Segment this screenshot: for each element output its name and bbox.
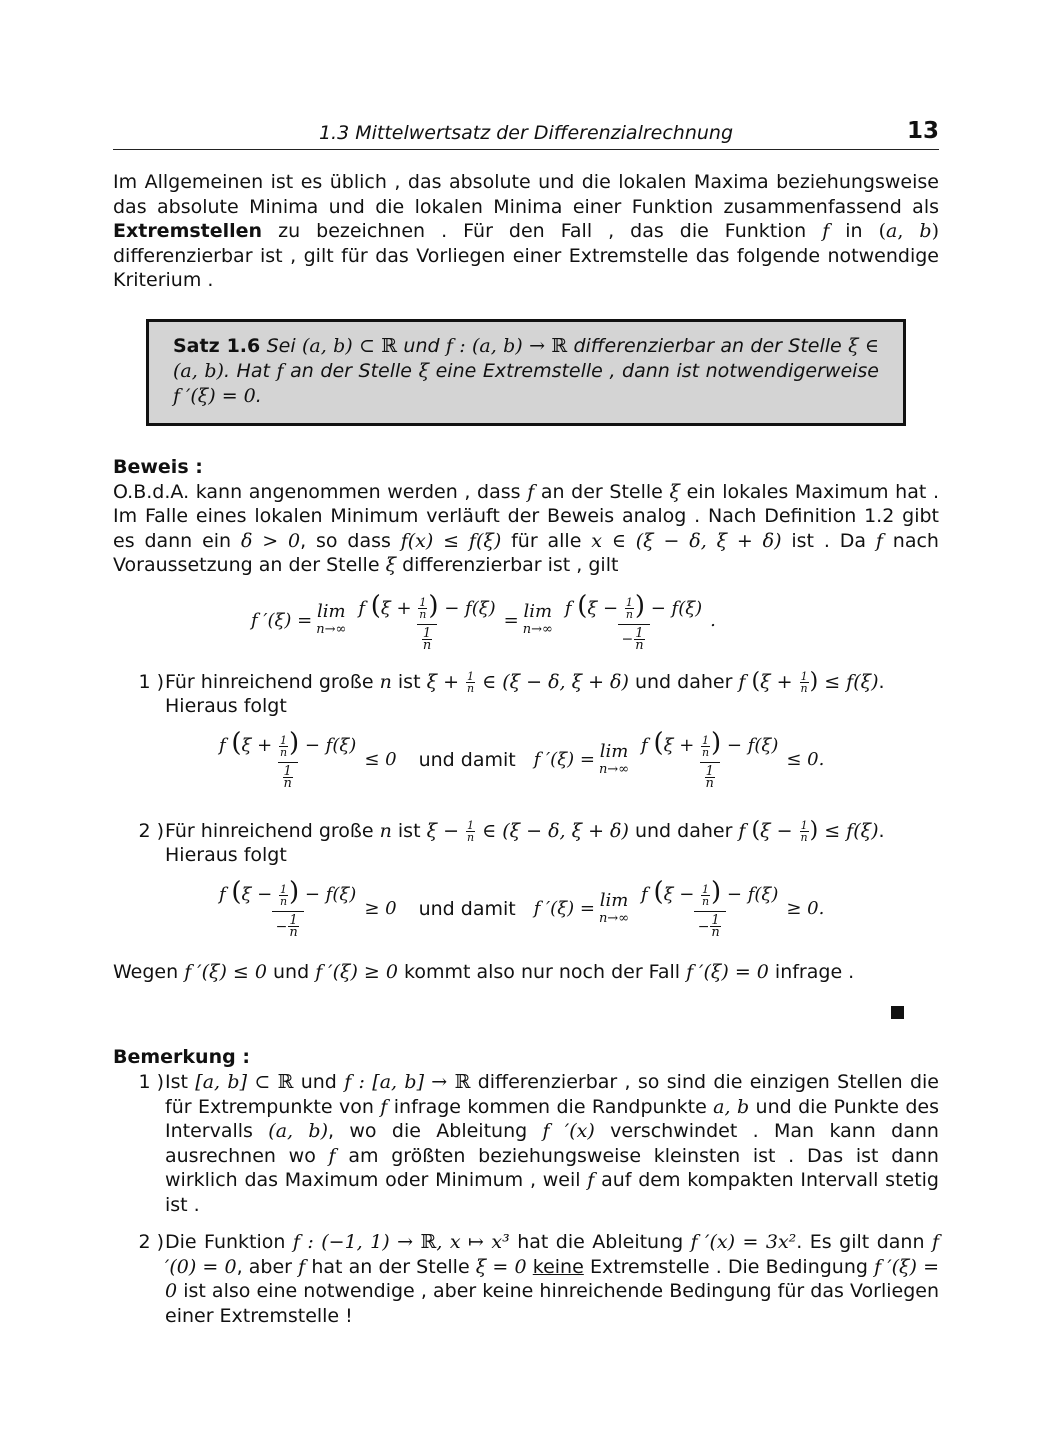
case-text: ist [391,819,427,842]
remark-text: und [293,1071,345,1093]
proof-text: O.B.d.A. kann angenommen werden , dass [113,480,528,503]
remark-text: und die Punkte des Intervalls [165,1095,939,1142]
remark-text: verschwindet . Man kann dann ausrechnen wo [165,1120,939,1167]
conclusion-text: und [266,960,316,983]
remark-label: 2 ) [138,1231,164,1253]
intro-text: Im Allgemeinen ist es üblich , das absolute und die lokalen Maxima beziehungsweise das absolute Minima und die lokalen Minima einer Funktion zusammenfassend als [113,171,939,218]
qed-square-icon [891,1006,904,1019]
case-text: Für hinreichend große [165,670,380,693]
case-follows: Hieraus folgt [165,844,287,866]
remark-text: hat die Ableitung [509,1231,691,1253]
page [113,118,939,1328]
remark-text: hat an der Stelle [305,1255,476,1278]
theorem-label: Satz 1.6 [173,334,261,357]
case-text: und daher [628,819,739,842]
remark-text: Ist [165,1071,196,1093]
case-label: 2 ) [138,819,164,842]
theorem-box: Satz 1.6 Sei (a, b) ⊂ ℝ und f : (a, b) → ℝ differenzierbar an der Stelle ξ ∈ (a, b). Hat f an der Stelle ξ eine Extremstelle , dann ist notwendigerweise f ′(ξ) = 0. [146,319,906,426]
theorem-text: an der Stelle [290,359,412,382]
theorem-text: und [403,334,440,357]
proof-case-1: 1 ) Für hinreichend große n ist ξ + $\frac{1}{n}$ ∈ (ξ − δ, ξ + δ) und daher f (ξ + $\frac{1}{n}$ ) ≤ f(ξ). Hieraus folgt f (ξ + $\frac{1}{n}$ ) − f(ξ) $\frac{1}{n}$ ≤ 0 und damit f ′(ξ) = lim n→∞ f (ξ + $\frac{1}{n}$ ) − f(ξ) $\frac{1}{n}$ ≤ 0. [113,670,939,797]
proof-cases [113,670,939,946]
derivative-limit-formula: f ′(ξ) = lim n→∞ f (ξ + $\frac{1}{n}$ ) − f(ξ) $\frac{1}{n}$ = lim n→∞ f (ξ − $\frac{1}{n}$ ) − f(ξ) − $\frac{1}{n}$ . [251,590,716,653]
case-1-formula: f (ξ + $\frac{1}{n}$ ) − f(ξ) $\frac{1}{n}$ ≤ 0 und damit f ′(ξ) = lim n→∞ f (ξ + $\frac{1}{n}$ ) − f(ξ) $\frac{1}{n}$ ≤ 0. [219,728,825,791]
remark-label: 1 ) [138,1071,164,1093]
remark-text: infrage kommen die Randpunkte [387,1095,714,1118]
und-damit: und damit [418,749,516,772]
remark-text: am größten beziehungsweise kleinsten ist . Das ist dann wirklich das Maximum oder Minimum , weil [165,1144,939,1191]
intro-text: zu bezeichnen . Für den Fall , das die Funktion [262,220,823,242]
proof-text: , so dass [300,529,401,552]
conclusion-text: Wegen [113,960,185,983]
und-damit: und damit [418,898,516,921]
remark-2: 2 ) Die Funktion f : (−1, 1) → ℝ, x ↦ x³ hat die Ableitung f ′(x) = 3x². Es gilt dann f ′(0) = 0, aber f hat an der Stelle ξ = 0 keine Extremstelle . Die Bedingung f ′(ξ) = 0 ist also eine notwendige , aber keine hinreichende Bedingung für das Vorliegen einer Extremstelle ! [113,1230,939,1328]
theorem-text: eine Extremstelle , dann ist notwendigerweise [435,359,879,382]
remark-text: differenzierbar , so sind die einzigen Stellen die für Extrempunkte von [165,1071,939,1118]
case-follows: Hieraus folgt [165,695,287,717]
intro-text: differenzierbar ist , gilt für das Vorliegen einer Extremstelle das folgende notwendige Kriterium . [113,244,939,291]
proof-heading: Beweis : [113,455,203,478]
theorem-text: Sei [266,334,296,357]
proof-text: nach Voraussetzung an der Stelle [113,529,939,576]
term-extremstellen: Extremstellen [113,220,263,242]
case-text: ist [391,670,427,693]
remark-text: Die Funktion [165,1231,293,1253]
case-2-formula: f (ξ − $\frac{1}{n}$ ) − f(ξ) − $\frac{1}{n}$ ≥ 0 und damit f ′(ξ) = lim n→∞ f (ξ − $\frac{1}{n}$ ) − f(ξ) − $\frac{1}{n}$ ≥ 0. [219,877,825,940]
remark-text: , wo die Ableitung [328,1120,543,1142]
remark-text: Extremstelle . Die Bedingung [583,1255,875,1278]
remark-heading: Bemerkung : [113,1046,250,1068]
proof-text: ist . Da [781,529,876,552]
theorem-text: differenzierbar an der Stelle [573,334,842,357]
conclusion-text: kommt also nur noch der Fall [397,960,687,983]
underlined-keine: keine [532,1255,584,1278]
remark-text: , aber [236,1255,299,1278]
proof-text: differenzierbar ist , gilt [396,554,619,576]
remark-text: . Es gilt dann [796,1231,932,1253]
running-header [113,118,939,150]
proof-case-2: 2 ) Für hinreichend große n ist ξ − $\frac{1}{n}$ ∈ (ξ − δ, ξ + δ) und daher f (ξ − $\frac{1}{n}$ ) ≤ f(ξ). Hieraus folgt f (ξ − $\frac{1}{n}$ ) − f(ξ) − $\frac{1}{n}$ ≥ 0 und damit f ′(ξ) = lim n→∞ f (ξ − $\frac{1}{n}$ ) − f(ξ) − $\frac{1}{n}$ ≥ 0. [113,819,939,946]
theorem-text: . Hat [223,359,270,382]
case-text: Für hinreichend große [165,819,380,842]
case-text: und daher [628,670,739,693]
conclusion-text: infrage . [768,960,855,983]
case-label: 1 ) [138,670,164,693]
remark-list [113,1070,939,1328]
proof-text: ein lokales Maximum hat . Im Falle eines lokalen Minimum verläuft der Beweis analog . Nach Definition 1.2 gibt es dann ein [113,480,939,552]
page-number: 13 [906,118,939,144]
remark-1: 1 ) Ist [a, b] ⊂ ℝ und f : [a, b] → ℝ differenzierbar , so sind die einzigen Stellen die für Extrempunkte von f infrage kommen die Randpunkte a, b und die Punkte des Intervalls (a, b), wo die Ableitung f ′(x) verschwindet . Man kann dann ausrechnen wo f am größten beziehungsweise kleinsten ist . Das ist dann wirklich das Maximum oder Minimum , weil f auf dem kompakten Intervall stetig ist . [113,1070,939,1217]
remark-text: ist also eine notwendige , aber keine hinreichende Bedingung für das Vorliegen einer Extremstelle ! [165,1280,939,1327]
intro-paragraph: Im Allgemeinen ist es üblich , das absolute und die lokalen Maxima beziehungsweise das absolute Minima und die lokalen Minima einer Funktion zusammenfassend als Extremstellen zu bezeichnen . Für den Fall , das die Funktion f in (a, b) differenzierbar ist , gilt für das Vorliegen einer Extremstelle das folgende notwendige Kriterium . [113,171,940,291]
proof-text: an der Stelle [534,480,670,503]
proof-paragraph: O.B.d.A. kann angenommen werden , dass f an der Stelle ξ ein lokales Maximum hat . Im Falle eines lokalen Minimum verläuft der Beweis analog . Nach Definition 1.2 gibt es dann ein δ > 0, so dass f(x) ≤ f(ξ) für alle x ∈ (ξ − δ, ξ + δ) ist . Da f nach Voraussetzung an der Stelle ξ differenzierbar ist , gilt [113,480,939,576]
remark-text: auf dem kompakten Intervall stetig ist . [165,1169,939,1216]
proof-conclusion: Wegen f ′(ξ) ≤ 0 und f ′(ξ) ≥ 0 kommt also nur noch der Fall f ′(ξ) = 0 infrage . [113,960,855,983]
proof-text: für alle [501,529,592,552]
section-title: 1.3 Mittelwertsatz der Differenzialrechnung [318,122,734,144]
intro-text: in [829,220,879,242]
